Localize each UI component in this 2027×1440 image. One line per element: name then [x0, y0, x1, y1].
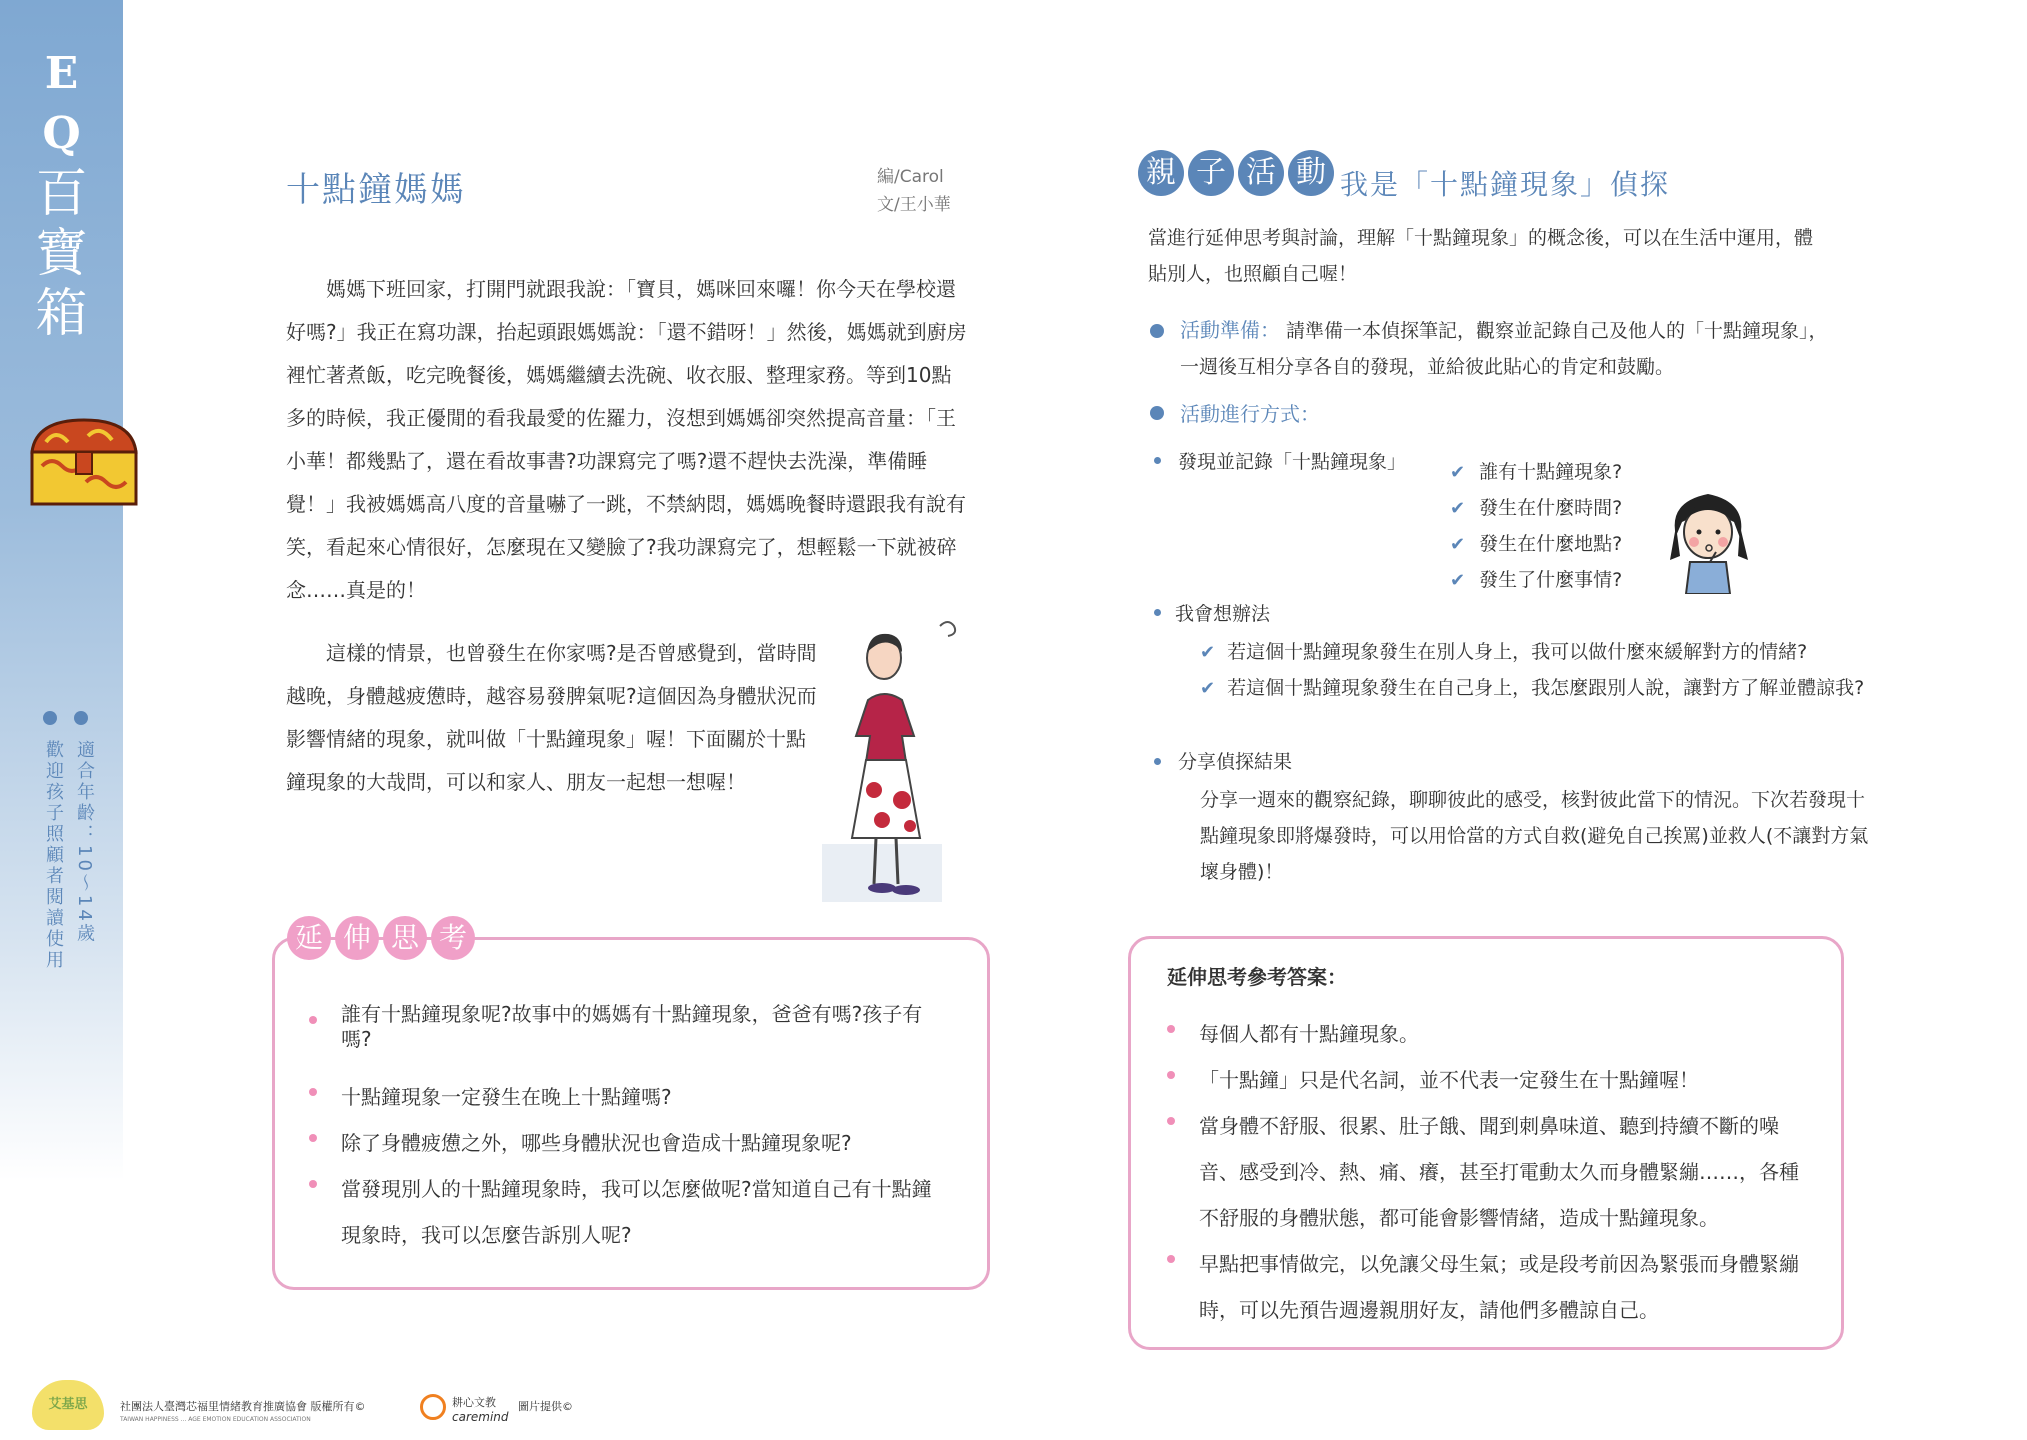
footer-org: 社團法人臺灣芯福里情緒教育推廣協會 版權所有© [120, 1400, 366, 1413]
step1-label: 發現並記錄「十點鐘現象」 [1178, 451, 1407, 473]
story-paragraph-1-text: 媽媽下班回家，打開門就跟我說：「寶貝，媽咪回來囉！你今天在學校還好嗎?」我正在寫功課，抬起頭跟媽媽說：「還不錯呀！」然後，媽媽就到廚房裡忙著煮飯，吃完晚餐後，媽媽繼續去洗碗、收衣服、整理家務。等到10點多的時候，我正優閒的看我最愛的佐羅力，沒想到媽媽卻突然提高音量：「王小華！都幾點了，還在看故事書?功課寫完了嗎?還不趕快去洗澡，準備睡覺！」我被媽媽高八度的音量嚇了一跳，不禁納悶，媽媽晚餐時還跟我有說有笑，看起來心情很好，怎麼現在又變臉了?我功課寫完了，想輕鬆一下就被碎念……真是的！ [286, 277, 967, 602]
step1-check-text: 發生在什麼時間? [1479, 497, 1623, 519]
method-bullet [1150, 406, 1164, 420]
step2-bullet [1154, 609, 1161, 616]
author-credit: 文/王小華 [877, 195, 951, 215]
footer-brand-en: caremind [452, 1410, 509, 1424]
pill-char: 親 [1138, 150, 1184, 196]
guardian-note: 歡迎孩子照顧者閱讀使用 [43, 740, 64, 971]
answer-item: 每個人都有十點鐘現象。 [1163, 1011, 1813, 1057]
extend-question: 誰有十點鐘現象呢?故事中的媽媽有十點鐘現象，爸爸有嗎?孩子有嗎? [305, 1002, 945, 1052]
footer-logo-text: 艾基思 [48, 1397, 88, 1412]
check-icon: ✔ [1200, 641, 1216, 663]
activity-prep [1180, 312, 1840, 385]
story-paragraph-1 [286, 268, 971, 612]
answer-item: 早點把事情做完，以免讓父母生氣；或是段考前因為緊張而身體緊繃時，可以先預告週邊親朋好友，請他們多體諒自己。 [1163, 1241, 1813, 1333]
activity-header [1138, 150, 1334, 196]
check-icon: ✔ [1450, 497, 1466, 519]
answers-list [1163, 1011, 1813, 1333]
step2-label: 我會想辦法 [1175, 603, 1271, 625]
step1-check-text: 發生在什麼地點? [1479, 533, 1623, 555]
step1-check-item [1450, 454, 1622, 490]
pill-char: 伸 [335, 916, 379, 960]
answer-item: 「十點鐘」只是代名詞，並不代表一定發生在十點鐘喔！ [1163, 1057, 1813, 1103]
step3-text: 分享一週來的觀察紀錄，聊聊彼此的感受，核對彼此當下的情況。下次若發現十點鐘現象即將爆發時，可以用恰當的方式自救(避免自己挨罵)並救人(不讓對方氣壞身體)！ [1200, 789, 1869, 883]
extend-question-list [305, 1002, 945, 1258]
caremind-logo-icon [420, 1394, 446, 1420]
age-dot [43, 711, 57, 725]
check-icon: ✔ [1450, 569, 1466, 591]
prep-label: 活動準備： [1180, 318, 1280, 342]
step2-check-item [1200, 670, 1864, 706]
step2-check-item [1200, 634, 1864, 670]
pill-char: 動 [1288, 150, 1334, 196]
step1-check-text: 誰有十點鐘現象? [1479, 461, 1623, 483]
step3-bullet [1154, 758, 1161, 765]
step1-check-item [1450, 562, 1622, 598]
method-label: 活動進行方式： [1180, 402, 1320, 426]
extend-question: 當發現別人的十點鐘現象時，我可以怎麼做呢?當知道自己有十點鐘現象時，我可以怎麼告訴別人呢? [305, 1166, 945, 1258]
step3-label: 分享偵探結果 [1178, 751, 1293, 773]
activity-intro: 當進行延伸思考與討論，理解「十點鐘現象」的概念後，可以在生活中運用，體貼別人，也照顧自己喔！ [1148, 227, 1814, 285]
footer-brand-cn: 耕心文教 [452, 1396, 496, 1409]
pill-char: 考 [431, 916, 475, 960]
editor-credit: 編/Carol [877, 167, 944, 187]
vertical-title-2: 寶 [35, 224, 88, 284]
vertical-title-1: 百 [35, 164, 88, 224]
extend-thinking-header [287, 916, 475, 960]
footer-logo [32, 1380, 104, 1430]
guardian-dot [74, 711, 88, 725]
extend-question: 除了身體疲憊之外，哪些身體狀況也會造成十點鐘現象呢? [305, 1120, 945, 1166]
step1-check-item [1450, 490, 1622, 526]
extend-question: 十點鐘現象一定發生在晚上十點鐘嗎? [305, 1074, 945, 1120]
eq-letter-e: E [44, 48, 79, 99]
prep-text: 請準備一本偵探筆記，觀察並記錄自己及他人的「十點鐘現象」，一週後互相分享各自的發現，並給彼此貼心的肯定和鼓勵。 [1180, 320, 1828, 378]
story-credits [877, 163, 951, 219]
mother-illustration [822, 612, 962, 902]
step1-check-text: 發生了什麼事情? [1479, 569, 1623, 591]
story-title: 十點鐘媽媽 [286, 170, 466, 210]
answers-title: 延伸思考參考答案： [1167, 965, 1347, 989]
pill-char: 思 [383, 916, 427, 960]
step2-checklist [1200, 634, 1864, 706]
step1-bullet [1154, 457, 1161, 464]
footer-image-credit: 圖片提供© [518, 1400, 573, 1413]
vertical-title-3: 箱 [35, 284, 88, 344]
check-icon: ✔ [1450, 461, 1466, 483]
answer-item: 當身體不舒服、很累、肚子餓、聞到刺鼻味道、聽到持續不斷的噪音、感受到冷、熱、痛、癢，甚至打電動太久而身體緊繃……，各種不舒服的身體狀態，都可能會影響情緒，造成十點鐘現象。 [1163, 1103, 1813, 1241]
step2-check-text: 若這個十點鐘現象發生在別人身上，我可以做什麼來緩解對方的情緒? [1227, 641, 1808, 663]
extend-thinking-box [272, 937, 990, 1290]
step1-checklist [1450, 454, 1622, 598]
answers-box [1128, 936, 1844, 1350]
check-icon: ✔ [1200, 677, 1216, 699]
prep-bullet [1150, 324, 1164, 338]
treasure-chest-icon [26, 412, 144, 512]
story-paragraph-2-text: 這樣的情景，也曾發生在你家嗎?是否曾感覺到，當時間越晚，身體越疲憊時，越容易發脾氣呢?這個因為身體狀況而影響情緒的現象，就叫做「十點鐘現象」喔！下面關於十點鐘現象的大哉問，可以和家人、朋友一起想一想喔！ [286, 641, 817, 794]
age-note: 適合年齡：10～14歲 [74, 740, 95, 945]
eq-letter-q: Q [42, 108, 81, 159]
activity-subtitle: 我是「十點鐘現象」偵探 [1340, 168, 1671, 201]
girl-illustration [1668, 482, 1750, 594]
pill-char: 活 [1238, 150, 1284, 196]
step2-check-text: 若這個十點鐘現象發生在自己身上，我怎麼跟別人說，讓對方了解並體諒我? [1227, 677, 1865, 699]
story-paragraph-2 [286, 632, 821, 804]
check-icon: ✔ [1450, 533, 1466, 555]
pill-char: 子 [1188, 150, 1234, 196]
pill-char: 延 [287, 916, 331, 960]
step1-check-item [1450, 526, 1622, 562]
footer-org-en: TAIWAN HAPPINESS ... AGE EMOTION EDUCATION ASSOCIATION [120, 1416, 311, 1423]
